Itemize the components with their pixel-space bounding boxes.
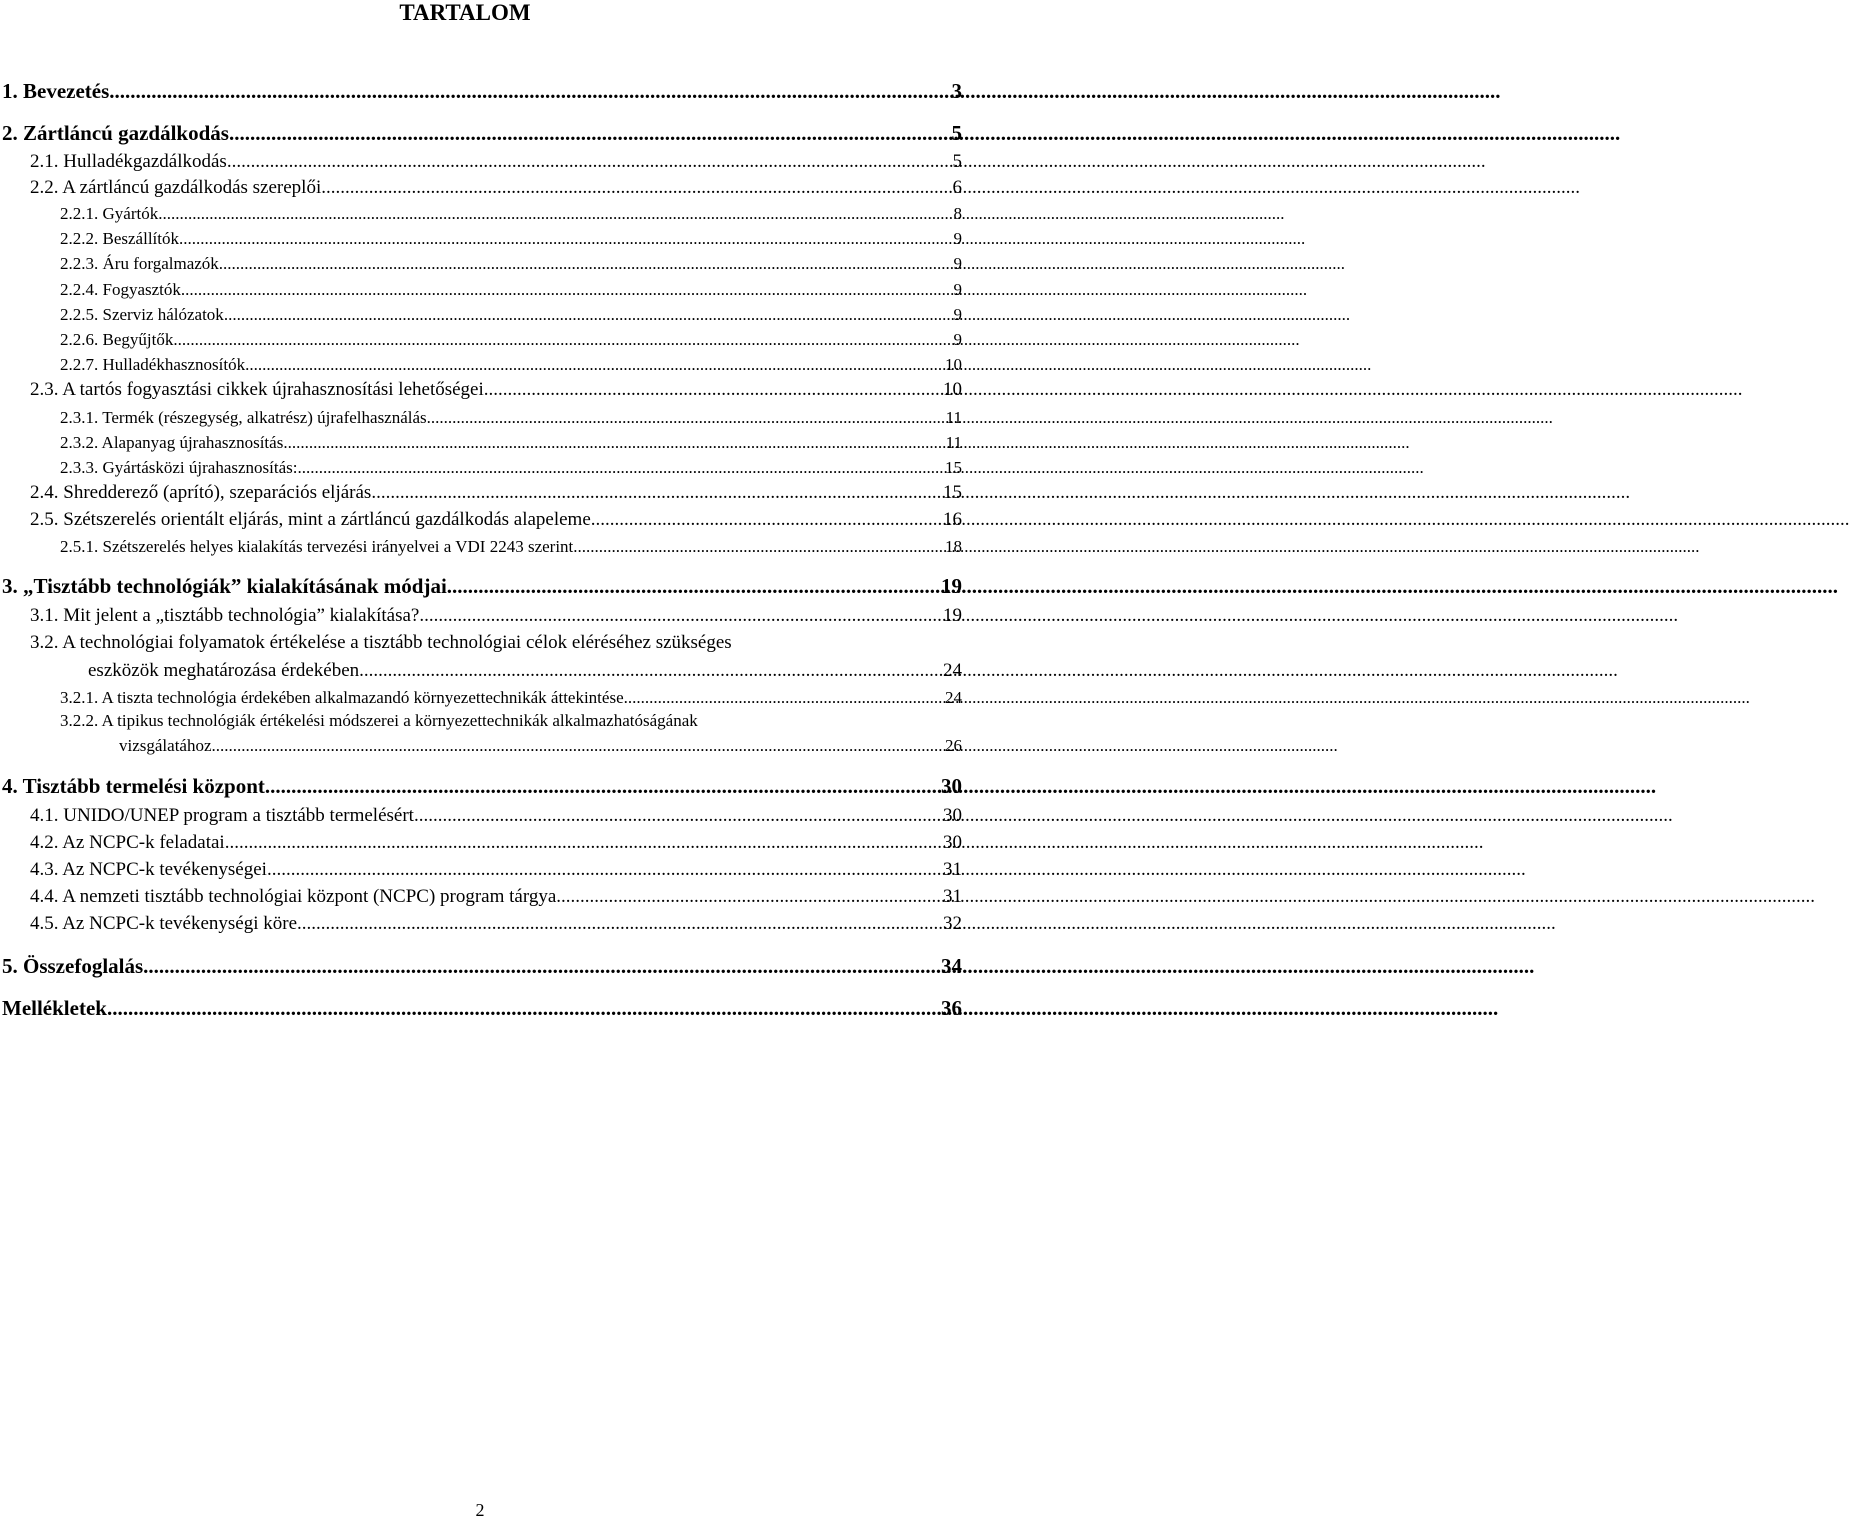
dot-leader xyxy=(371,482,943,504)
toc-entry-page: 31 xyxy=(943,886,962,907)
toc-entry xyxy=(60,229,962,249)
toc-entry-title: 2.2.3. Áru forgalmazók xyxy=(60,254,219,273)
toc-entry xyxy=(30,509,962,531)
toc-entry-page: 36 xyxy=(941,996,962,1020)
toc-entry xyxy=(2,574,962,599)
toc-entry-title: 2.3.3. Gyártásközi újrahasznosítás: xyxy=(60,458,298,477)
dot-leader xyxy=(158,204,953,224)
toc-entry-title: 3.1. Mit jelent a „tisztább technológia” kialakítása? xyxy=(30,605,420,626)
toc-entry-title: 2.3. A tartós fogyasztási cikkek újrahasznosítási lehetőségei xyxy=(30,379,484,400)
dot-leader xyxy=(591,509,943,531)
toc-entry-page: 32 xyxy=(943,913,962,934)
toc-entry-page: 11 xyxy=(945,433,962,452)
toc-entry-title: 1. Bevezetés xyxy=(2,79,110,103)
toc-entry-title: 3.2.1. A tiszta technológia érdekében alkalmazandó környezettechnikák áttekintése xyxy=(60,688,624,707)
toc-entry-page: 30 xyxy=(943,832,962,853)
toc-entry-page: 10 xyxy=(945,355,962,374)
toc-entry xyxy=(2,121,962,146)
dot-leader xyxy=(265,774,941,799)
toc-entry-page: 30 xyxy=(941,774,962,798)
toc-entry xyxy=(30,605,962,627)
toc-entry-page: 3 xyxy=(951,79,962,103)
toc-entry-page: 15 xyxy=(943,482,962,503)
toc-entry xyxy=(2,774,962,799)
toc-entry xyxy=(88,660,962,682)
toc-entry-title: 4. Tisztább termelési központ xyxy=(2,774,265,798)
dot-leader xyxy=(227,151,953,173)
toc-entry-title: 2.2.2. Beszállítók xyxy=(60,229,179,248)
toc-entry-title-line2: eszközök meghatározása érdekében xyxy=(88,660,360,681)
toc-entry-page: 18 xyxy=(945,537,962,556)
toc-entry-title: 2.5. Szétszerelés orientált eljárás, mint a zártláncú gazdálkodás alapeleme xyxy=(30,509,591,530)
toc-entry xyxy=(60,254,962,274)
toc-entry xyxy=(60,688,962,708)
toc-entry-title: 2.2. A zártláncú gazdálkodás szereplői xyxy=(30,177,322,198)
toc-entry xyxy=(30,859,962,881)
toc-entry xyxy=(30,805,962,827)
toc-entry-title: 2. Zártláncú gazdálkodás xyxy=(2,121,229,145)
toc-entry xyxy=(60,458,962,478)
toc-entry-title: 4.1. UNIDO/UNEP program a tisztább termelésért xyxy=(30,805,414,826)
toc-entry-title: Mellékletek xyxy=(2,996,107,1020)
toc-entry-page: 10 xyxy=(943,379,962,400)
toc-entry-title: 4.3. Az NCPC-k tevékenységei xyxy=(30,859,267,880)
toc-entry xyxy=(30,379,962,401)
toc-entry xyxy=(2,79,962,104)
page-title: TARTALOM xyxy=(399,0,531,25)
dot-leader xyxy=(225,832,943,854)
toc-entry-title: 2.2.4. Fogyasztók xyxy=(60,280,181,299)
toc-entry-page: 5 xyxy=(951,121,962,145)
toc-entry-title-line1: 3.2.2. A tipikus technológiák értékelési módszerei a környezettechnikák alkalmazhatóságának xyxy=(60,711,698,730)
dot-leader xyxy=(556,886,943,908)
dot-leader xyxy=(573,537,945,557)
toc-entry xyxy=(30,482,962,504)
toc-entry-title: 2.2.5. Szerviz hálózatok xyxy=(60,305,224,324)
toc-entry xyxy=(30,151,962,173)
toc-entry xyxy=(60,355,962,375)
dot-leader xyxy=(109,79,951,104)
toc-entry xyxy=(30,913,962,935)
toc-entry xyxy=(60,204,962,224)
toc-entry-title: 4.5. Az NCPC-k tevékenységi köre xyxy=(30,913,298,934)
dot-leader xyxy=(484,379,943,401)
dot-leader xyxy=(297,458,945,478)
toc-entry xyxy=(60,280,962,300)
dot-leader xyxy=(267,859,943,881)
toc-entry-page: 8 xyxy=(953,204,962,223)
dot-leader xyxy=(224,305,954,325)
dot-leader xyxy=(414,805,943,827)
dot-leader xyxy=(181,280,954,300)
toc-entry xyxy=(2,954,962,979)
dot-leader xyxy=(107,996,941,1021)
dot-leader xyxy=(245,355,945,375)
toc-entry-title: 4.4. A nemzeti tisztább technológiai központ (NCPC) program tárgya xyxy=(30,886,557,907)
dot-leader xyxy=(212,736,945,756)
toc-entry-title: 2.5.1. Szétszerelés helyes kialakítás tervezési irányelvei a VDI 2243 szerint xyxy=(60,537,574,556)
toc-entry-page: 6 xyxy=(952,177,962,198)
toc-entry-page: 26 xyxy=(945,736,962,755)
toc-entry-page: 19 xyxy=(943,605,962,626)
toc-entry-page: 19 xyxy=(941,574,962,598)
toc-entry-title-line1: 3.2. A technológiai folyamatok értékelése a tisztább technológiai célok eléréséhez szükséges xyxy=(30,632,732,653)
toc-entry-page: 24 xyxy=(945,688,962,707)
toc-entry-page: 30 xyxy=(943,805,962,826)
toc-entry xyxy=(60,408,962,428)
toc-entry-page: 5 xyxy=(952,151,962,172)
toc-entry-page: 9 xyxy=(953,330,962,349)
dot-leader xyxy=(143,954,941,979)
toc-entry xyxy=(60,330,962,350)
toc-entry-page: 9 xyxy=(953,254,962,273)
toc-entry-page: 11 xyxy=(945,408,962,427)
toc-entry-page: 15 xyxy=(945,458,962,477)
toc-entry-page: 31 xyxy=(943,859,962,880)
toc-entry-title: 4.2. Az NCPC-k feladatai xyxy=(30,832,225,853)
page-number: 2 xyxy=(475,1500,485,1520)
toc-entry xyxy=(60,537,962,557)
toc-entry-title: 2.4. Shredderező (aprító), szeparációs eljárás xyxy=(30,482,372,503)
dot-leader xyxy=(447,574,941,599)
dot-leader xyxy=(283,433,945,453)
toc-entry-title: 2.2.7. Hulladékhasznosítók xyxy=(60,355,246,374)
dot-leader xyxy=(321,177,952,199)
toc-entry-title-line2: vizsgálatához xyxy=(119,736,212,755)
toc-entry-title: 5. Összefoglalás xyxy=(2,954,144,978)
toc-entry-page: 9 xyxy=(953,229,962,248)
dot-leader xyxy=(359,660,943,682)
toc-entry-page: 24 xyxy=(943,660,962,681)
toc-entry xyxy=(60,433,962,453)
toc-entry xyxy=(119,736,962,756)
dot-leader xyxy=(229,121,952,146)
toc-entry-title: 2.2.6. Begyűjtők xyxy=(60,330,174,349)
dot-leader xyxy=(179,229,954,249)
toc-entry xyxy=(30,177,962,199)
toc-entry xyxy=(30,832,962,854)
toc-entry xyxy=(30,886,962,908)
toc-entry xyxy=(60,305,962,325)
dot-leader xyxy=(427,408,946,428)
toc-entry-page: 16 xyxy=(943,509,962,530)
toc-entry-title: 2.3.2. Alapanyag újrahasznosítás xyxy=(60,433,284,452)
toc-entry-page: 9 xyxy=(953,280,962,299)
dot-leader xyxy=(219,254,954,274)
toc-entry-title: 2.2.1. Gyártók xyxy=(60,204,159,223)
toc-entry-title: 2.3.1. Termék (részegység, alkatrész) újrafelhasználás xyxy=(60,408,427,427)
dot-leader xyxy=(624,688,945,708)
toc-entry-page: 9 xyxy=(953,305,962,324)
toc-entry xyxy=(2,996,962,1021)
toc-entry-title: 3. „Tisztább technológiák” kialakításának módjai xyxy=(2,574,447,598)
toc-entry-page: 34 xyxy=(941,954,962,978)
dot-leader xyxy=(419,605,943,627)
toc-entry-title: 2.1. Hulladékgazdálkodás xyxy=(30,151,227,172)
dot-leader xyxy=(297,913,943,935)
dot-leader xyxy=(173,330,953,350)
